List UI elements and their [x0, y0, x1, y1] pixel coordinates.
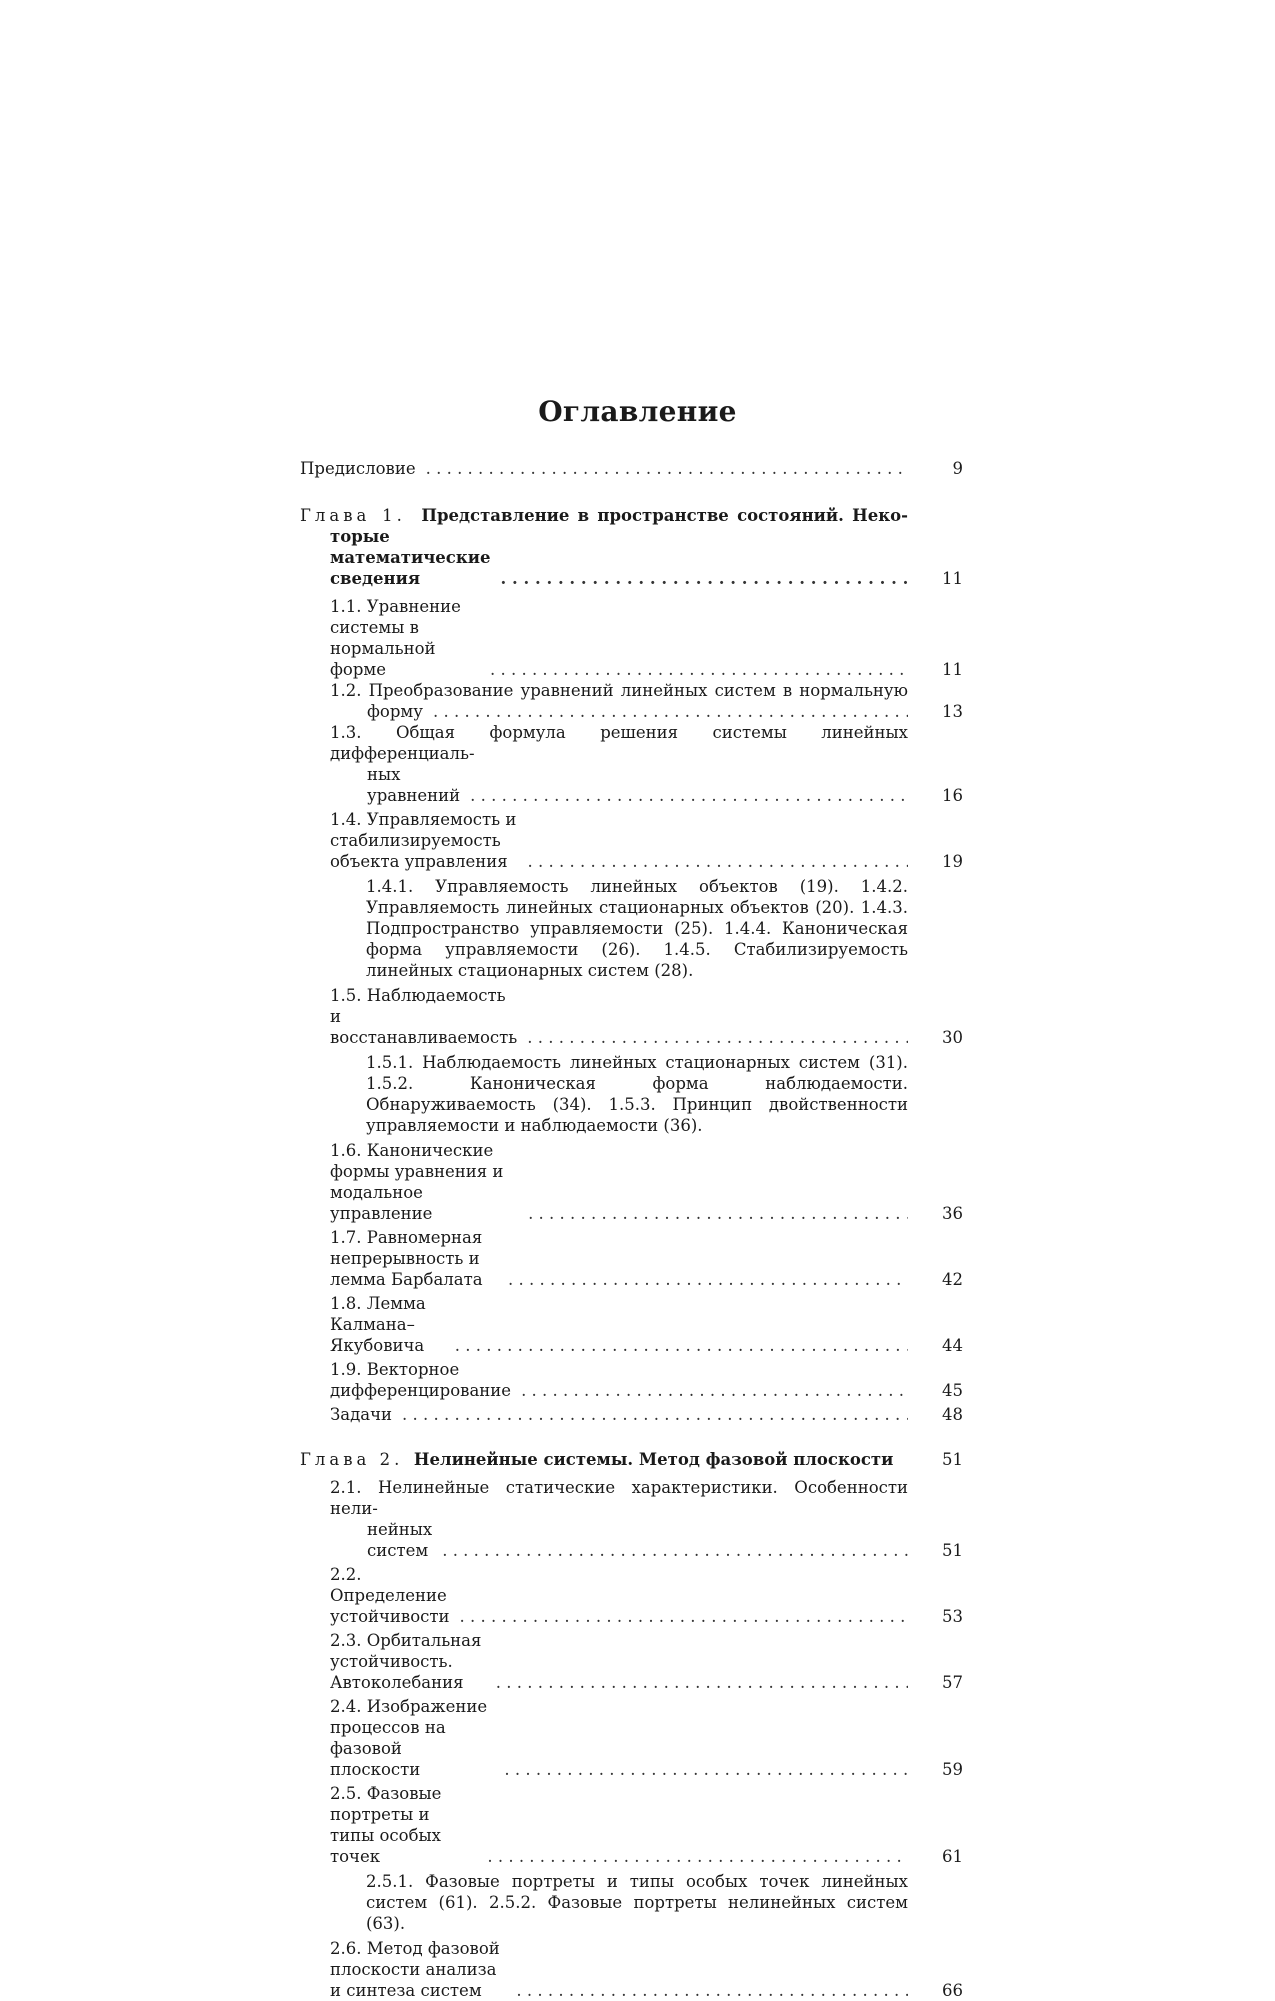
page-number: 36	[942, 1204, 963, 1223]
toc-section-2-5[interactable]	[300, 1783, 963, 1867]
table-of-contents	[300, 458, 963, 2001]
dot-leader	[508, 1269, 908, 1290]
toc-entry-text: 1.4. Управляемость и стабилизируемость объекта управления	[330, 810, 517, 871]
toc-chapter-2[interactable]	[300, 1449, 963, 1470]
toc-subsections-1-4: 1.4.1. Управляемость линейных объектов (19). 1.4.2. Управляемость линейных стационарных объектов (20). 1.4.3. Подпространство управляемости (25). 1.4.4. Каноническая форма управляемости (26). 1.4.5. Стабилизируемость линейных стационарных систем (28).	[366, 877, 908, 980]
page-number: 45	[942, 1381, 963, 1400]
dot-leader	[455, 1335, 908, 1356]
dot-leader	[516, 1980, 908, 2001]
toc-entry-text: 1.8. Лемма Калмана–Якубовича	[330, 1294, 426, 1355]
chapter-heading-line1: Представление в пространстве состояний. Неко-	[421, 506, 908, 525]
toc-section-1-9[interactable]	[300, 1359, 963, 1401]
toc-entry-text: 2.5. Фазовые портреты и типы особых точек	[330, 1784, 442, 1866]
dot-leader	[460, 1606, 909, 1627]
toc-entry-text-cont: ных уравнений	[367, 765, 461, 805]
page-number: 16	[942, 786, 963, 805]
page-number: 13	[942, 702, 963, 721]
chapter-label: Глава 2.	[300, 1450, 404, 1469]
page-number: 19	[942, 852, 963, 871]
toc-section-1-6[interactable]	[300, 1140, 963, 1224]
toc-section-1-4[interactable]	[300, 809, 963, 872]
toc-entry-text: 2.3. Орбитальная устойчивость. Автоколебания	[330, 1631, 482, 1692]
dot-leader	[433, 701, 908, 722]
dot-leader	[442, 1540, 908, 1561]
page-number: 44	[942, 1336, 963, 1355]
toc-section-2-2[interactable]	[300, 1564, 963, 1627]
toc-section-2-1[interactable]	[300, 1477, 963, 1561]
toc-entry-text-cont: форму	[367, 702, 423, 721]
page-number: 51	[942, 1541, 963, 1560]
page-number: 59	[942, 1760, 963, 1779]
dot-leader	[470, 785, 908, 806]
page-number: 9	[952, 459, 963, 478]
toc-section-1-7[interactable]	[300, 1227, 963, 1290]
dot-leader	[521, 1380, 908, 1401]
dot-leader	[528, 851, 909, 872]
page-number: 42	[942, 1270, 963, 1289]
dot-leader	[402, 1404, 908, 1425]
toc-entry-text: 1.2. Преобразование уравнений линейных систем в нормальную	[330, 681, 908, 700]
toc-subsections-2-5: 2.5.1. Фазовые портреты и типы особых точек линейных систем (61). 2.5.2. Фазовые портреты нелинейных систем (63).	[366, 1872, 908, 1933]
toc-entry-text: 2.2. Определение устойчивости	[330, 1565, 450, 1626]
page-number: 61	[942, 1847, 963, 1866]
dot-leader	[501, 568, 909, 589]
toc-section-1-8[interactable]	[300, 1293, 963, 1356]
toc-entry-text: 1.7. Равномерная непрерывность и лемма Барбалата	[330, 1228, 483, 1289]
toc-entry-preface[interactable]	[300, 458, 963, 479]
chapter-heading-line2: торые математические сведения	[330, 527, 491, 588]
dot-leader	[528, 1203, 908, 1224]
toc-subsections-1-5: 1.5.1. Наблюдаемость линейных стационарных систем (31). 1.5.2. Каноническая форма наблюдаемости. Обнаруживаемость (34). 1.5.3. Принцип двойственности управляемости и наблюдаемости (36).	[366, 1053, 908, 1135]
toc-section-1-tasks[interactable]	[300, 1404, 963, 1425]
toc-section-2-3[interactable]	[300, 1630, 963, 1693]
dot-leader	[426, 458, 908, 479]
toc-entry-text: 1.3. Общая формула решения системы линейных дифференциаль-	[330, 723, 908, 763]
toc-section-2-6[interactable]	[300, 1938, 963, 2001]
toc-entry-text: Задачи	[330, 1405, 393, 1424]
toc-entry-text-cont: нейных систем	[367, 1520, 433, 1560]
dot-leader	[527, 1027, 908, 1048]
dot-leader	[490, 659, 908, 680]
page-number: 11	[942, 569, 963, 588]
toc-section-1-5[interactable]	[300, 985, 963, 1048]
toc-entry-text: 1.1. Уравнение системы в нормальной форме	[330, 597, 461, 679]
toc-entry-text: 2.4. Изображение процессов на фазовой плоскости	[330, 1697, 488, 1779]
page-number: 53	[942, 1607, 963, 1626]
page-number: 51	[942, 1450, 963, 1469]
toc-entry-text: 2.6. Метод фазовой плоскости анализа и синтеза систем	[330, 1939, 500, 2000]
toc-section-2-4[interactable]	[300, 1696, 963, 1780]
page-number: 11	[942, 660, 963, 679]
chapter-label: Глава 1.	[300, 506, 406, 525]
toc-entry-text: Предисловие	[300, 459, 416, 478]
toc-section-1-1[interactable]	[300, 596, 963, 680]
toc-entry-text: 1.9. Векторное дифференцирование	[330, 1360, 512, 1400]
page-number: 66	[942, 1981, 963, 2000]
toc-section-1-3[interactable]	[300, 722, 963, 806]
toc-section-1-2[interactable]	[300, 680, 963, 722]
toc-chapter-1[interactable]	[300, 505, 963, 589]
page-number: 48	[942, 1405, 963, 1424]
dot-leader	[504, 1759, 908, 1780]
toc-entry-text: 1.5. Наблюдаемость и восстанавливаемость	[330, 986, 518, 1047]
dot-leader	[496, 1672, 908, 1693]
page-number: 57	[942, 1673, 963, 1692]
dot-leader	[487, 1846, 908, 1867]
toc-entry-text: 2.1. Нелинейные статические характеристики. Особенности нели-	[330, 1478, 908, 1518]
page-number: 30	[942, 1028, 963, 1047]
page-title: Оглавление	[538, 395, 737, 428]
chapter-heading: Нелинейные системы. Метод фазовой плоскости	[413, 1450, 894, 1469]
toc-entry-text: 1.6. Канонические формы уравнения и модальное управление	[330, 1141, 504, 1223]
